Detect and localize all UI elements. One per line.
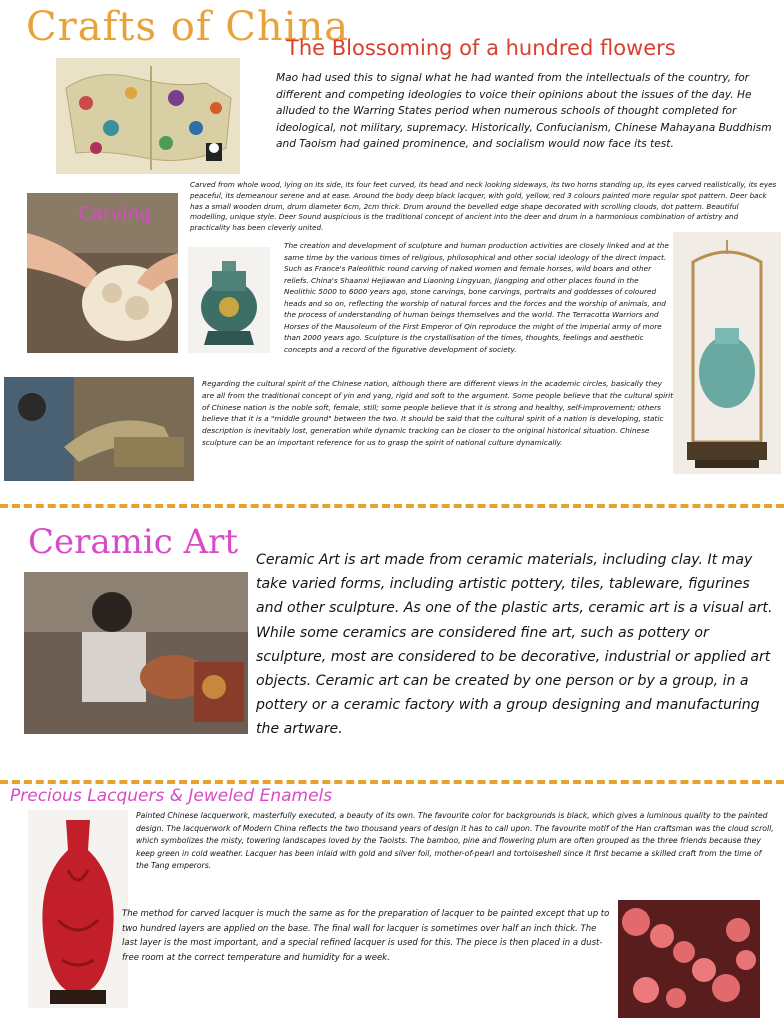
jade-vase-image: [673, 232, 781, 474]
carving-paragraph-2: The creation and development of sculpture and human production activities are closely linked and at the same time by the various times of religious, philosophical and other social ideology of the direct impact. Such as France's Paleolithic round carving of naked women and female horses, wild boars and other reliefs. China's Shaanxi Hejiawan and Liaoning Lingyuan, Jiangping and other places found in the Neolithic 5000 to 6000 years ago, stone carvings, bone carvings, portraits and goddesses of coloured heads and so on, reflecting the worship of natural forces and the forces and the worship of animals, and the process of understanding of human beings themselves and the world. The Terracotta Warriors and Horses of the Mausoleum of the First Emperor of Qin reproduce the might of the imperial army of more than 2000 years ago. Sculpture is the crystallisation of the times, thoughts, feelings and aesthetic concepts and a record of the figurative development of society.: [284, 241, 669, 354]
carving-paragraph-3: Regarding the cultural spirit of the Chinese nation, although there are different views in the academic circles, basically they are all from the traditional concept of yin and yang, rigid and soft to the argument. Some people believe that the cultural spirit of Chinese nation is the noble soft, female, still; some people believe that it is strong and healthy, self-improvement; others believe that it is a "middle ground" between the two. It should be said that the cultural spirit of a nation is developing, static description is inevitably lost, generation while dynamic tracking can be closer to the original historical situation. Chinese sculpture can be an important reference for us to grasp the spirit of national culture dynamically.: [202, 379, 674, 447]
lacquer-title: Precious Lacquers & Jeweled Enamels: [10, 786, 333, 806]
section-subtitle: The Blossoming of a hundred flowers: [286, 36, 676, 60]
lacquer-paragraph-2: The method for carved lacquer is much the same as for the preparation of lacquer to be painted except that up to two hundred layers are applied on the base. The final wall for lacquer is sometimes over half an inch thick. The last layer is the most important, and a special refined lacquer is used for this. The piece is then placed in a dust-free room at the correct temperature and humidity for a week.: [122, 909, 610, 963]
lacquer-bead-necklace-image: [618, 900, 760, 1018]
lacquer-paragraph-1: Painted Chinese lacquerwork, masterfully executed, a beauty of its own. The favourite color for backgrounds is black, which gives a luminous quality to the painted design. The lacquerwork of Modern China reflects the two thousand years of design it has to call upon. The favourite motif of the Han craftsman was the cloud scroll, which symbolizes the misty, towering landscapes loved by the Taoists. The bamboo, pine and flowering plum are often grouped as the three friends because they keep green in cold weather. Lacquer has been inlaid with gold and silver foil, mother-of-pearl and tortoiseshell since it first became a skilled craft from the time of the Tang emperors.: [136, 811, 774, 870]
ceramic-paragraph: Ceramic Art is art made from ceramic materials, including clay. It may take varied forms, including artistic pottery, tiles, tableware, figurines and other sculpture. As one of the plastic arts, ceramic art is a visual art. While some ceramics are considered fine art, such as pottery or sculpture, most are considered to be decorative, industrial or applied art objects. Ceramic art can be created by one person or by a group, in a pottery or a ceramic factory with a group designing and manufacturing the artware.: [256, 552, 773, 738]
ceramic-artisan-image: [24, 572, 248, 734]
carving-label: Carving: [78, 203, 152, 225]
ceramic-title: Ceramic Art: [28, 522, 239, 562]
intro-paragraph: Mao had used this to signal what he had wanted from the intellectuals of the country, for different and competing ideologies to voice their opinions about the issues of the day. He alluded to the Warring States period when numerous schools of thought completed for ideological, not military, supremacy. Historically, Confucianism, Chinese Mahayana Buddhism and Taoism had gained prominence, and socialism would now face its test.: [276, 72, 772, 150]
section-divider-2: [0, 780, 784, 784]
carving-paragraph-1: Carved from whole wood, lying on its side, its four feet curved, its head and neck looking sideways, its two horns standing up, its eyes carved realistically, its eyes peaceful, its demeanour serene and at ease. Around the body deep black lacquer, with gold, yellow, red 3 colours painted more regular spot pattern. Deer back has a small wooden drum, drum diameter 6cm, 2cm thick. Drum around the bevelled edge shape decorated with scrolling clouds, dot pattern. Beautiful modelling, unique style. Deer Sound auspicious is the traditional concept of ancient into the deer and drum in a harmonious combination of artistry and practicality has been cleverly united.: [190, 180, 777, 233]
china-craft-map-image: [56, 58, 240, 174]
red-lacquer-vase-image: [28, 810, 128, 1008]
bronze-vessel-image: [188, 247, 270, 353]
page-title: Crafts of China: [26, 4, 350, 50]
carver-at-work-image: [4, 377, 194, 481]
section-divider-1: [0, 504, 784, 508]
